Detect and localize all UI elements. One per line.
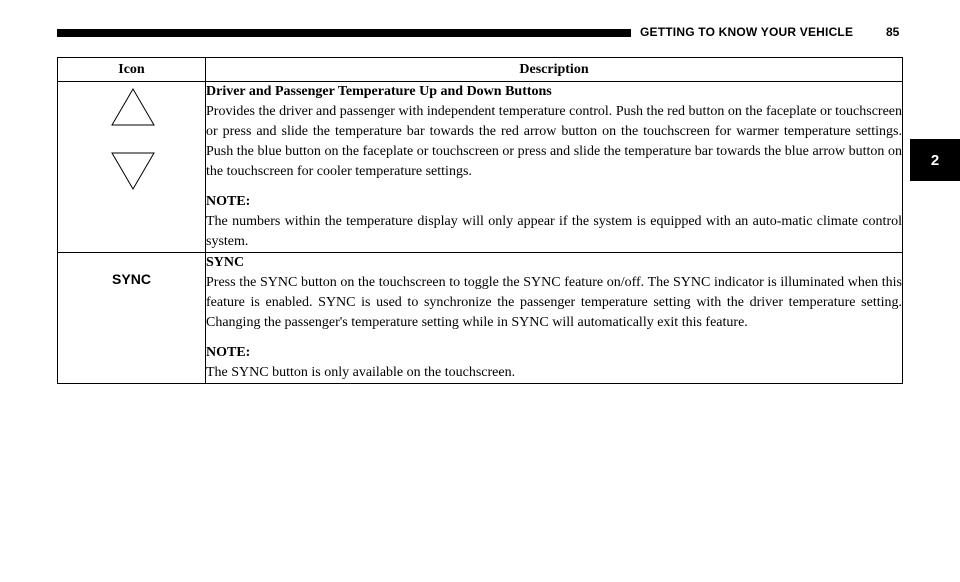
column-header-icon: Icon (58, 58, 206, 82)
row-body: Provides the driver and passenger with independent temperature control. Push the red button on the faceplate or touchscreen or press and slide the temperature bar towards the red arrow button on the touchscreen for warmer temperature settings. Push the blue button on the faceplate or touchscreen or press and slide the temperature bar towards the blue arrow button on the touchscreen for cooler temperature settings. (206, 104, 902, 179)
header-rule (57, 29, 631, 37)
icon-cell (58, 253, 206, 384)
table-row (58, 82, 903, 253)
column-header-description: Description (206, 58, 903, 82)
note-text: The SYNC button is only available on the touchscreen. (206, 365, 516, 380)
row-title: SYNC (206, 255, 245, 270)
description-cell (206, 82, 903, 253)
note-label: NOTE: (206, 194, 251, 209)
description-cell (206, 253, 903, 384)
note-text: The numbers within the temperature display will only appear if the system is equipped with an auto-matic climate control system. (206, 214, 902, 249)
note-label: NOTE: (206, 345, 251, 360)
running-header-title: GETTING TO KNOW YOUR VEHICLE (640, 25, 854, 39)
sync-icon-label: SYNC (112, 271, 151, 287)
temperature-up-triangle-icon (111, 88, 155, 126)
chapter-tab: 2 (910, 139, 960, 181)
row-body: Press the SYNC button on the touchscreen to toggle the SYNC feature on/off. The SYNC indicator is illuminated when this feature is enabled. SYNC is used to synchronize the passenger temperature setting with the driver temperature setting. Changing the passenger's temperature setting while in SYNC will automatically exit this feature. (206, 275, 902, 330)
table-row (58, 253, 903, 384)
table-header-row (58, 58, 903, 82)
page-number: 85 (886, 25, 900, 39)
icon-description-table (57, 57, 903, 384)
row-title: Driver and Passenger Temperature Up and Down Buttons (206, 84, 552, 99)
temperature-down-triangle-icon (111, 152, 155, 190)
icon-cell (58, 82, 206, 253)
